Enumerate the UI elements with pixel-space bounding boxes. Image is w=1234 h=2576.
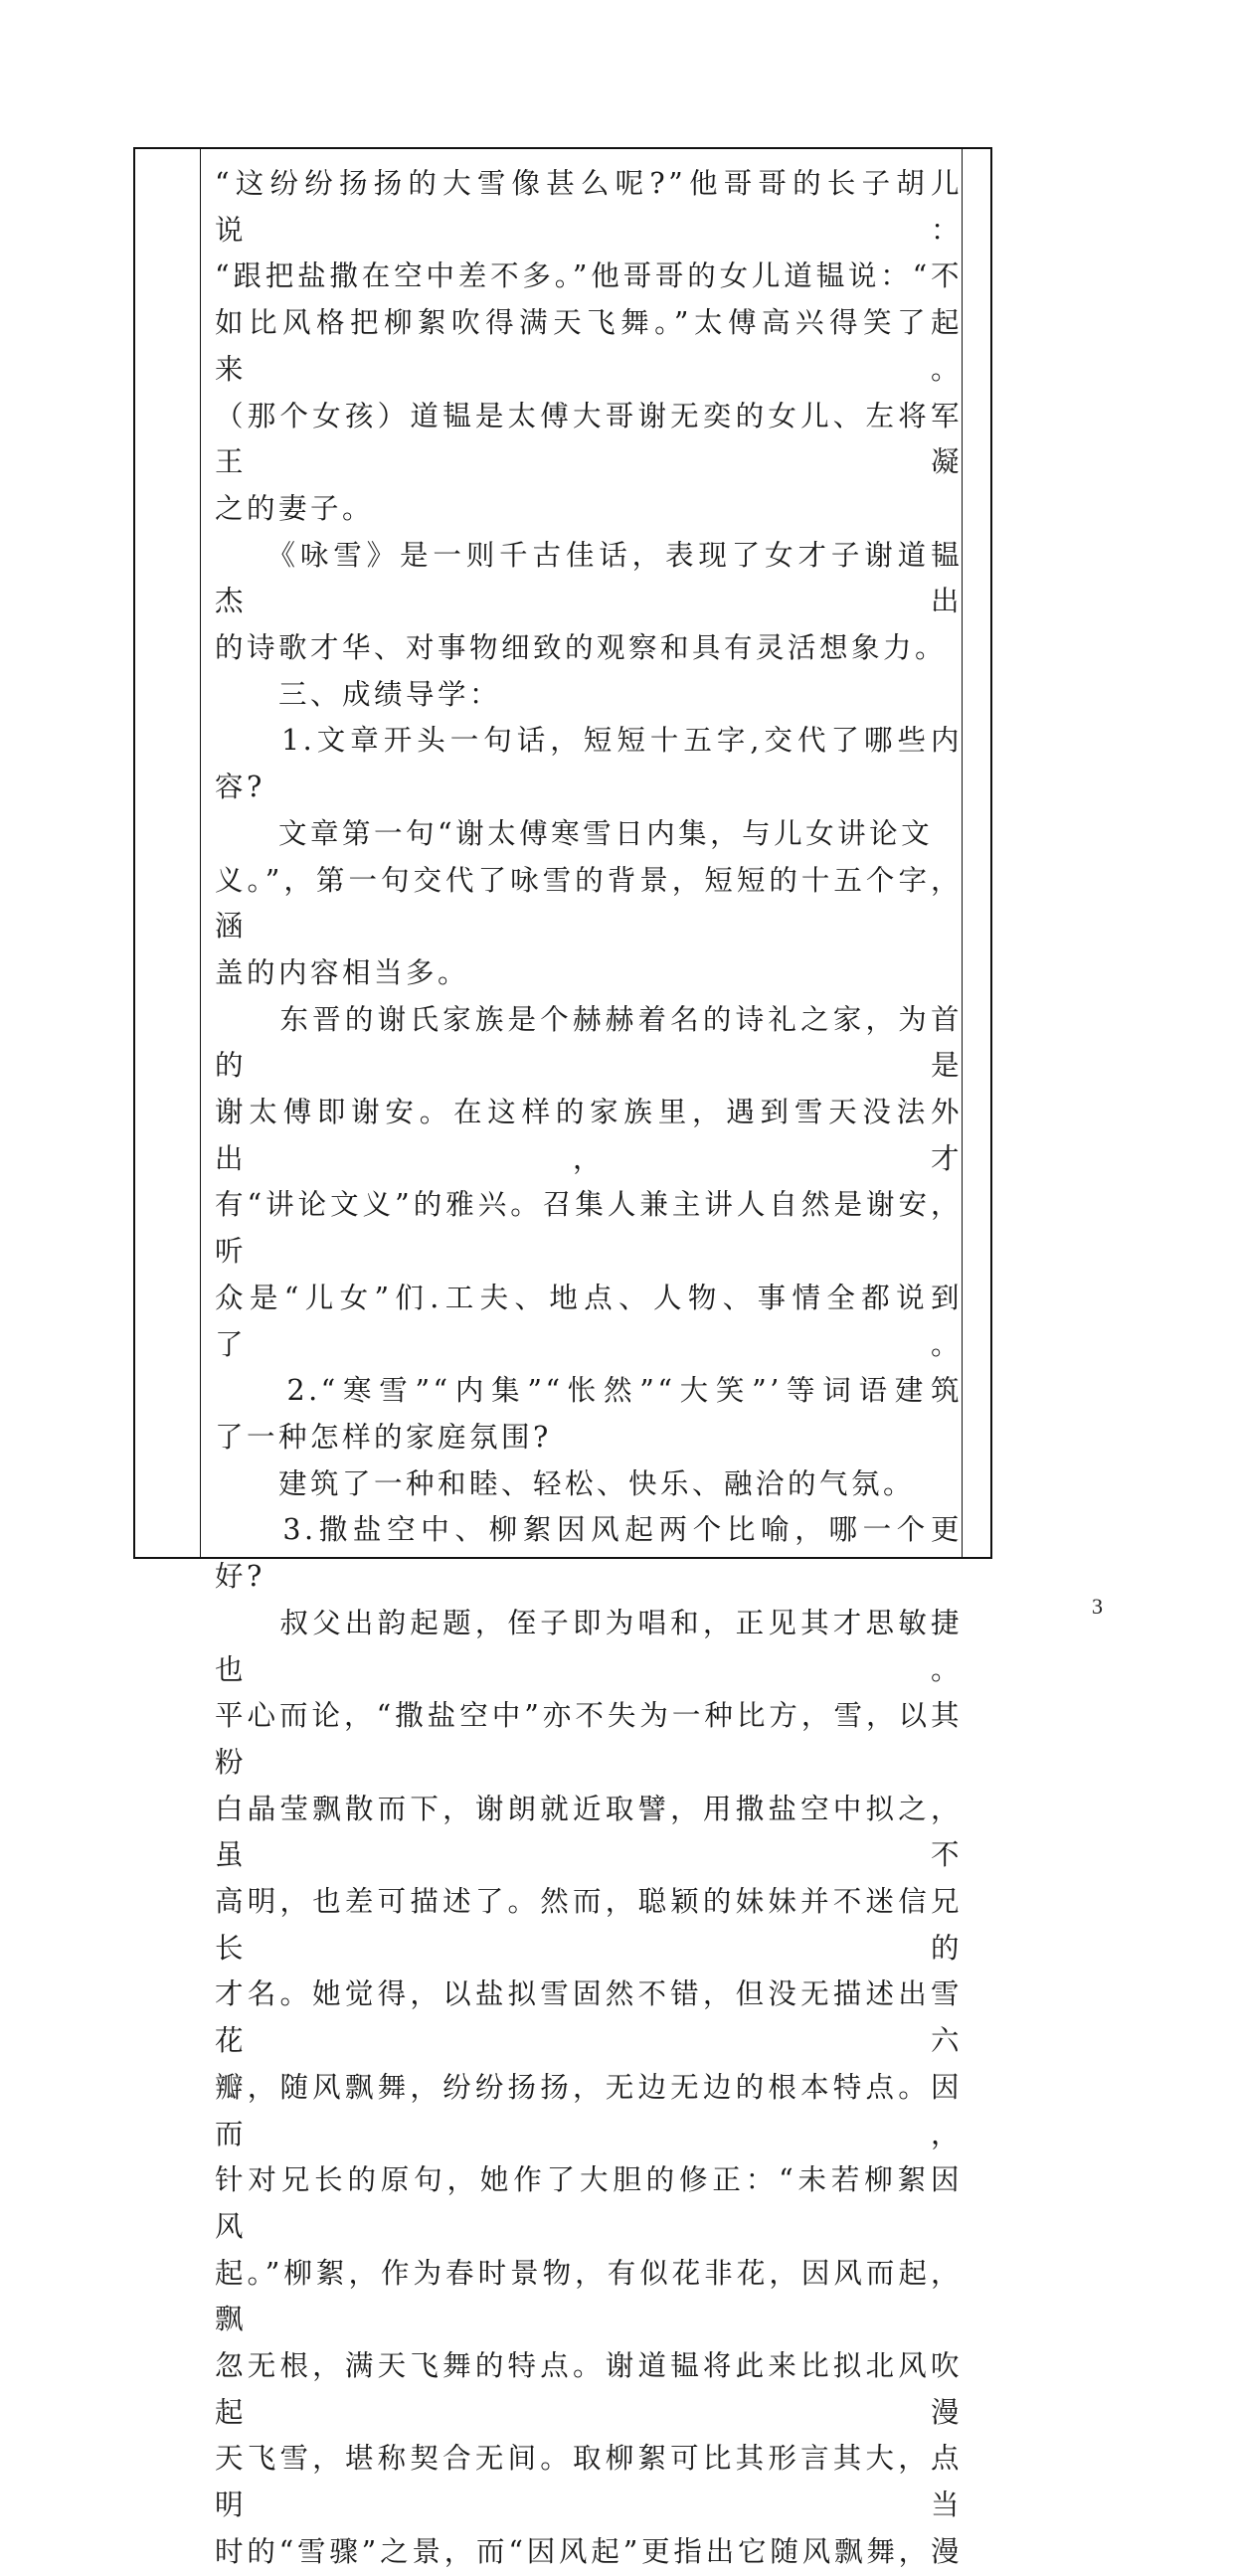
main-text-cell: [215, 161, 963, 2576]
text-line: 天飞雪，堪称契合无间。取柳絮可比其形言其大，点明当: [215, 2442, 963, 2522]
section-heading: 三、成绩导学：: [215, 677, 502, 711]
text-line: “跟把盐撒在空中差不多。”他哥哥的女儿道韫说：“不: [215, 259, 963, 293]
text-line: 叔父出韵起题，侄子即为唱和，正见其才思敏捷也。: [215, 1606, 963, 1686]
text-line: （那个女孩）道韫是太傅大哥谢无奕的女儿、左将军王凝: [215, 399, 963, 479]
text-line: 如比风格把柳絮吹得满天飞舞。”太傅高兴得笑了起来。: [215, 306, 963, 386]
text-line: 了一种怎样的家庭氛围?: [215, 1420, 552, 1454]
text-line: 《咏雪》是一则千古佳话，表现了女才子谢道韫杰出: [215, 538, 963, 618]
question-3: 3.撒盐空中、柳絮因风起两个比喻，哪一个更好?: [215, 1513, 963, 1594]
text-line: 众是“儿女”们.工夫、地点、人物、事情全都说到了。: [215, 1281, 963, 1361]
text-line: 平心而论，“撒盐空中”亦不失为一种比方，雪，以其粉: [215, 1699, 963, 1779]
text-line: 义。”，第一句交代了咏雪的背景，短短的十五个字，涵: [215, 863, 963, 944]
text-line: “这纷纷扬扬的大雪像甚么呢?”他哥哥的长子胡儿说：: [215, 167, 963, 247]
text-line: 忽无根，满天飞舞的特点。谢道韫将此来比拟北风吹起漫: [215, 2349, 963, 2429]
text-line: 东晋的谢氏家族是个赫赫着名的诗礼之家，为首的是: [215, 1002, 963, 1083]
text-line: 瓣，随风飘舞，纷纷扬扬，无边无边的根本特点。因而，: [215, 2070, 963, 2150]
question-1: 1.文章开头一句话，短短十五字,交代了哪些内容?: [215, 724, 963, 804]
text-line: 白晶莹飘散而下，谢朗就近取譬，用撒盐空中拟之，虽不: [215, 1792, 963, 1872]
bordered-table: [133, 147, 992, 2568]
text-line: 盖的内容相当多。: [215, 955, 470, 989]
text-line: 时的“雪骤”之景，而“因风起”更指出它随风飘舞，漫: [215, 2534, 963, 2568]
text-line: 的诗歌才华、对事物细致的观察和具有灵活想象力。: [215, 631, 948, 665]
text-line: 谢太傅即谢安。在这样的家族里，遇到雪天没法外出，才: [215, 1096, 963, 1175]
text-line: 才名。她觉得，以盐拟雪固然不错，但没无描述出雪花六: [215, 1977, 963, 2058]
text-line: 针对兄长的原句，她作了大胆的修正：“未若柳絮因风: [215, 2163, 963, 2243]
text-line: 建筑了一种和睦、轻松、快乐、融洽的气氛。: [215, 1466, 916, 1500]
left-column-divider: [200, 149, 201, 1557]
text-line: 之的妻子。: [215, 491, 375, 525]
page-number: 3: [1092, 1594, 1103, 1619]
text-line: 高明，也差可描述了。然而，聪颖的妹妹并不迷信兄长的: [215, 1885, 963, 1965]
text-line: 起。”柳絮，作为春时景物，有似花非花，因风而起，飘: [215, 2256, 963, 2336]
text-line: 文章第一句“谢太傅寒雪日内集，与儿女讲论文: [215, 816, 934, 850]
question-2: 2.“寒雪”“内集”“怅然”“大笑”’等词语建筑: [215, 1374, 963, 1408]
text-line: 有“讲论文义”的雅兴。召集人兼主讲人自然是谢安，听: [215, 1188, 963, 1269]
